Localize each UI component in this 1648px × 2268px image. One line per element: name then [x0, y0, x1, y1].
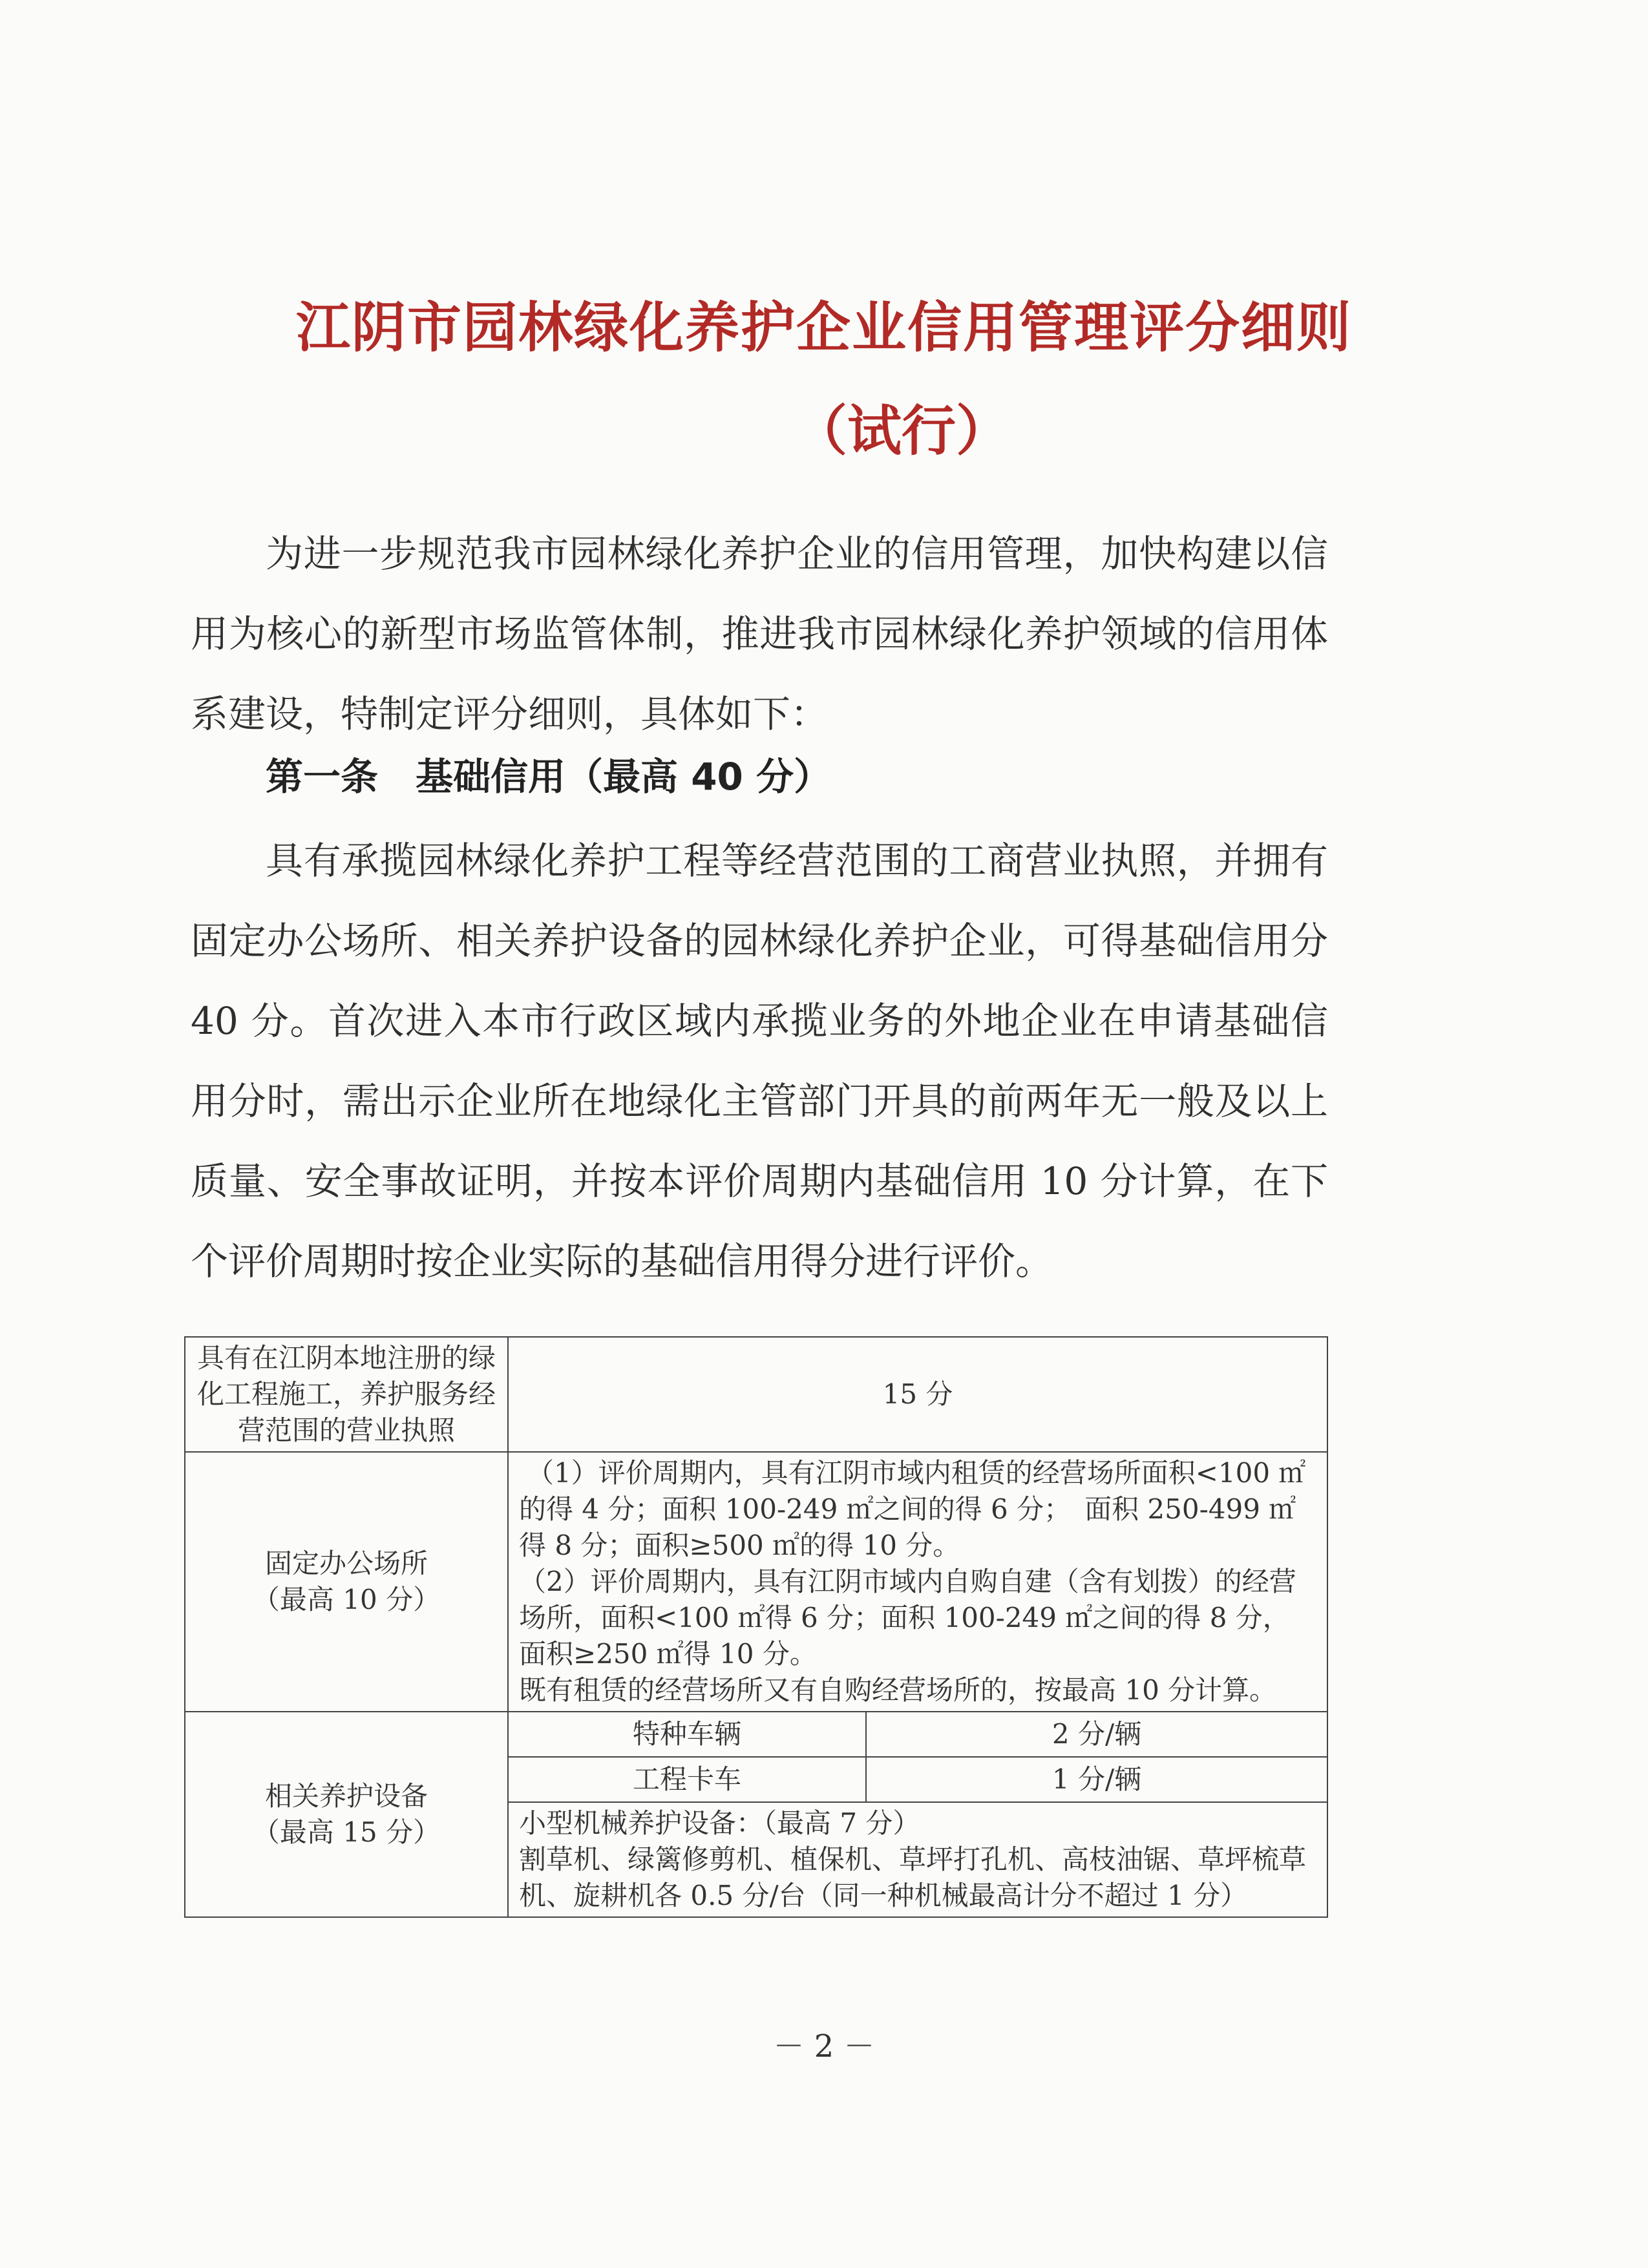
table-cell-office-detail: [508, 1452, 1327, 1712]
table-row: [185, 1337, 1327, 1452]
intro-paragraph: 为进一步规范我市园林绿化养护企业的信用管理，加快构建以信用为核心的新型市场监管体制，推进我市园林绿化养护领域的信用体系建设，特制定评分细则，具体如下：: [191, 532, 1328, 736]
table-cell-license-label: 具有在江阴本地注册的绿化工程施工，养护服务经营范围的营业执照: [185, 1337, 508, 1452]
vehicle-name: 特种车辆: [509, 1712, 866, 1757]
table-cell-equipment-detail: [508, 1712, 1327, 1917]
table-row: [509, 1712, 1327, 1757]
office-label-line1: 固定办公场所: [264, 1548, 428, 1579]
small-equipment-cell: [509, 1802, 1327, 1916]
table-cell-office-label: [185, 1452, 508, 1712]
equipment-subtable: [509, 1712, 1327, 1916]
office-detail-rent: （1）评价周期内，具有江阴市域内租赁的经营场所面积<100 ㎡的得 4 分；面积 100-249 ㎡之间的得 6 分； 面积 250-499 ㎡得 8 分；面积≥500 ㎡的得 10 分。: [519, 1457, 1306, 1561]
table-cell-license-score: 15 分: [508, 1337, 1327, 1452]
small-equipment-heading: 小型机械养护设备：（最高 7 分）: [519, 1807, 920, 1839]
table-row: [185, 1712, 1327, 1917]
vehicle-score: 2 分/辆: [866, 1712, 1327, 1757]
office-detail-own: （2）评价周期内，具有江阴市域内自购自建（含有划拨）的经营场所，面积<100 ㎡得 6 分；面积 100-249 ㎡之间的得 8 分，面积≥250 ㎡得 10 分。: [519, 1566, 1296, 1670]
table-cell-equipment-label: [185, 1712, 508, 1917]
scoring-table: [184, 1336, 1328, 1918]
document-title: 江阴市园林绿化养护企业信用管理评分细则: [295, 296, 1352, 359]
table-row: [185, 1452, 1327, 1712]
table-row: [509, 1757, 1327, 1802]
equipment-label-line1: 相关养护设备: [264, 1780, 428, 1812]
office-label-line2: （最高 10 分）: [252, 1584, 441, 1615]
small-equipment-detail: 割草机、绿篱修剪机、植保机、草坪打孔机、高枝油锯、草坪梳草机、旋耕机各 0.5 分/台（同一种机械最高计分不超过 1 分）: [519, 1843, 1307, 1911]
equipment-label-line2: （最高 15 分）: [252, 1816, 441, 1848]
vehicle-name: 工程卡车: [509, 1757, 866, 1802]
page-number: － 2 －: [773, 2028, 875, 2064]
article1-heading: 第一条 基础信用（最高 40 分）: [266, 755, 832, 799]
document-subtitle: （试行）: [792, 399, 1010, 463]
office-detail-note: 既有租赁的经营场所又有自购经营场所的，按最高 10 分计算。: [519, 1674, 1277, 1706]
article1-body: 具有承揽园林绿化养护工程等经营范围的工商营业执照，并拥有固定办公场所、相关养护设备的园林绿化养护企业，可得基础信用分 40 分。首次进入本市行政区域内承揽业务的外地企业在申请基础信用分时，需出示企业所在地绿化主管部门开具的前两年无一般及以上质量、安全事故证明，并按本评价周期内基础信用 10 分计算，在下个评价周期时按企业实际的基础信用得分进行评价。: [191, 839, 1328, 1283]
vehicle-score: 1 分/辆: [866, 1757, 1327, 1802]
table-row: [509, 1802, 1327, 1916]
